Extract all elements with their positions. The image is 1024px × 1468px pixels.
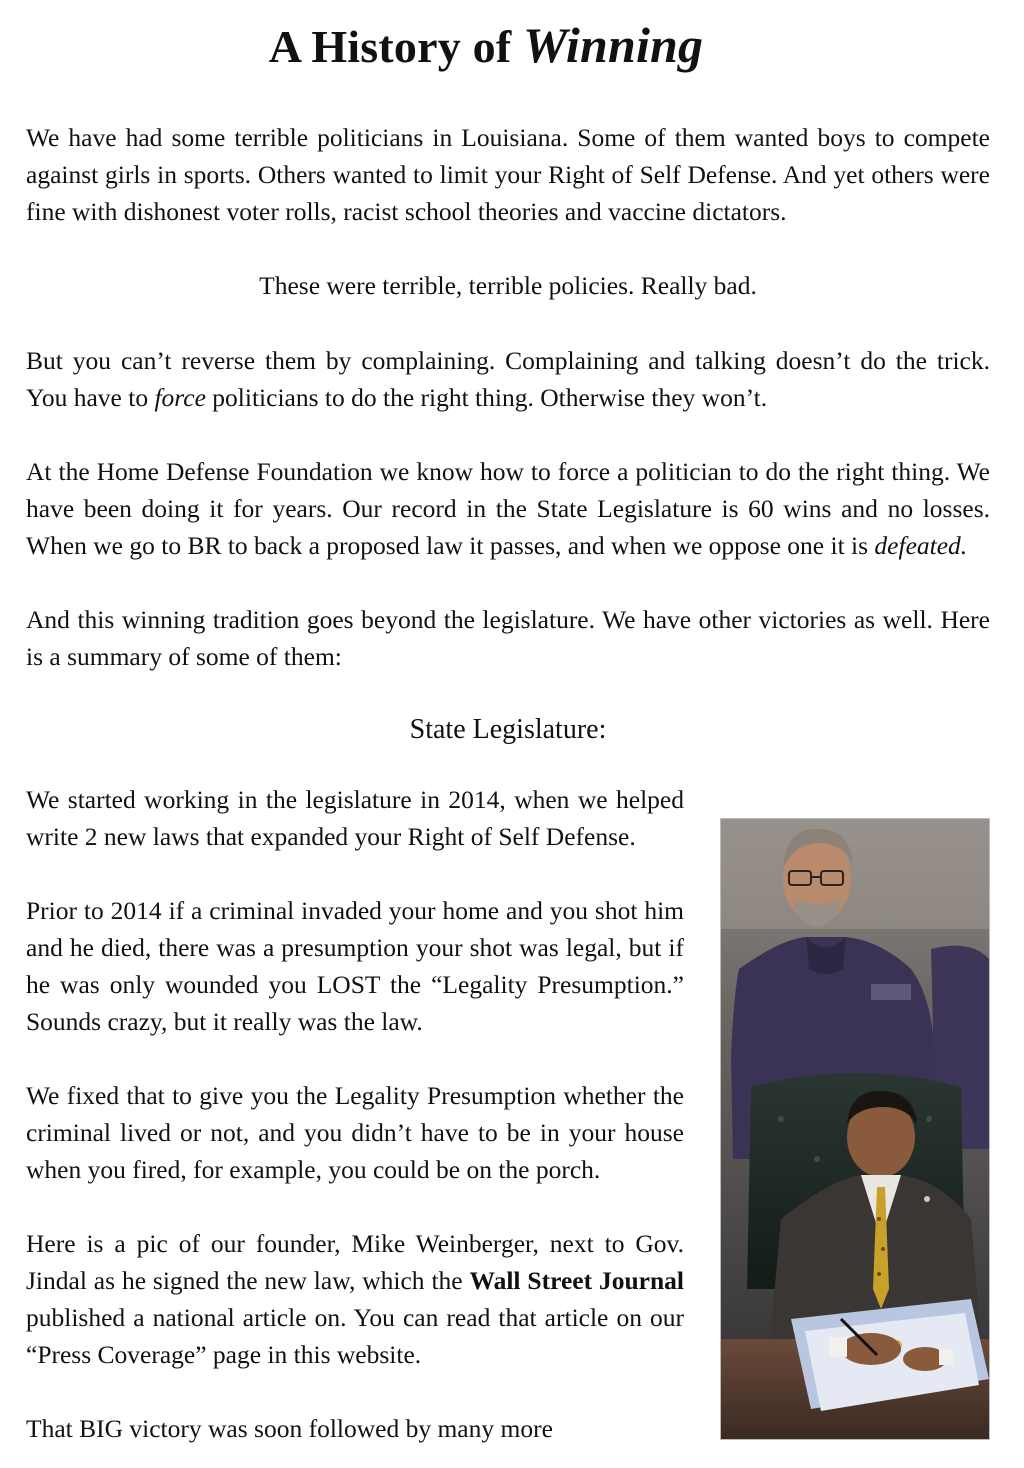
section-paragraph-4: Here is a pic of our founder, Mike Weinberger, next to Gov. Jindal as he signed the new law, which the Wall Street Journal published a national article on. You can read that article on our “Press Coverage” page in this website. (26, 1229, 684, 1369)
page-title (0, 14, 998, 78)
defeated-emphasis: defeated. (874, 531, 968, 560)
intro-paragraph-3: But you can’t reverse them by complaining. Complaining and talking doesn’t do the trick. You have to force politicians to do the right thing. Otherwise they won’t. (26, 346, 990, 412)
force-emphasis: force (154, 383, 206, 412)
section-paragraph-3: We fixed that to give you the Legality Presumption whether the criminal lived or not, and you didn’t have to be in your house when you fired, for example, you could be on the porch. (26, 1081, 684, 1184)
founder-photo (720, 818, 990, 1440)
section-heading: State Legislature: (409, 714, 607, 745)
wsj-name: Wall Street Journal (469, 1266, 684, 1295)
title-emphasis: Winning (523, 17, 704, 73)
intro-paragraph-1: We have had some terrible politicians in Louisiana. Some of them wanted boys to compete against girls in sports. Others wanted to limit your Right of Self Defense. And yet others were fine with dishonest voter rolls, racist school theories and vaccine dictators. (26, 123, 990, 226)
intro-paragraph-4: At the Home Defense Foundation we know how to force a politician to do the right thing. We have been doing it for years. Our record in the State Legislature is 60 wins and no losses. When we go to BR to back a proposed law it passes, and when we oppose one it is defeated. (26, 457, 990, 560)
section-paragraph-2: Prior to 2014 if a criminal invaded your home and you shot him and he died, there was a presumption your shot was legal, but if he was only wounded you LOST the “Legality Presumption.” Sounds crazy, but it really was the law. (26, 896, 684, 1036)
intro-paragraph-2: These were terrible, terrible policies. Really bad. (259, 271, 757, 300)
section-paragraph-1: We started working in the legislature in 2014, when we helped write 2 new laws that expanded your Right of Self Defense. (26, 785, 684, 851)
title-prefix: A History of (268, 21, 524, 72)
intro-paragraph-5: And this winning tradition goes beyond the legislature. We have other victories as well. Here is a summary of some of them: (26, 605, 990, 671)
photo-founder-and-governor-signing-icon (721, 819, 989, 1439)
section-paragraph-5: That BIG victory was soon followed by many more (26, 1414, 553, 1443)
